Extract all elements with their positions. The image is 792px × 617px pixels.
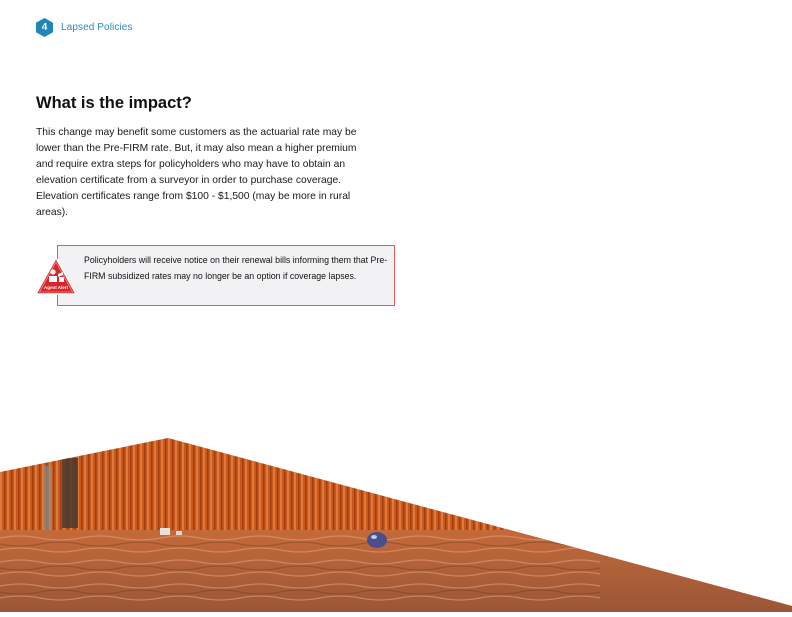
impact-paragraph: This change may benefit some customers as the actuarial rate may be lower than the Pre-FIRM rate. But, it may also mean a higher premium and require extra steps for policyholders who may have to obtain an elevation certificate from a surveyor in order to purchase coverage. Elevation certificates range from $100 - $1,500 (may be more in rural areas). [36,127,357,218]
page-heading: What is the impact? [36,94,192,112]
flood-photo [0,438,792,612]
page-number: 4 [41,21,48,33]
section-title: Lapsed Policies [61,21,133,33]
page-number-badge [36,18,53,37]
page-header [36,17,133,37]
agent-alert-box [57,245,395,306]
agent-alert-text: Policyholders will receive notice on their renewal bills informing them that Pre-FIRM subsidized rates may no longer be an option if coverage lapses. [84,255,388,281]
agent-alert-icon [35,257,77,295]
agent-alert-icon-label: Agent Alert [43,285,69,290]
